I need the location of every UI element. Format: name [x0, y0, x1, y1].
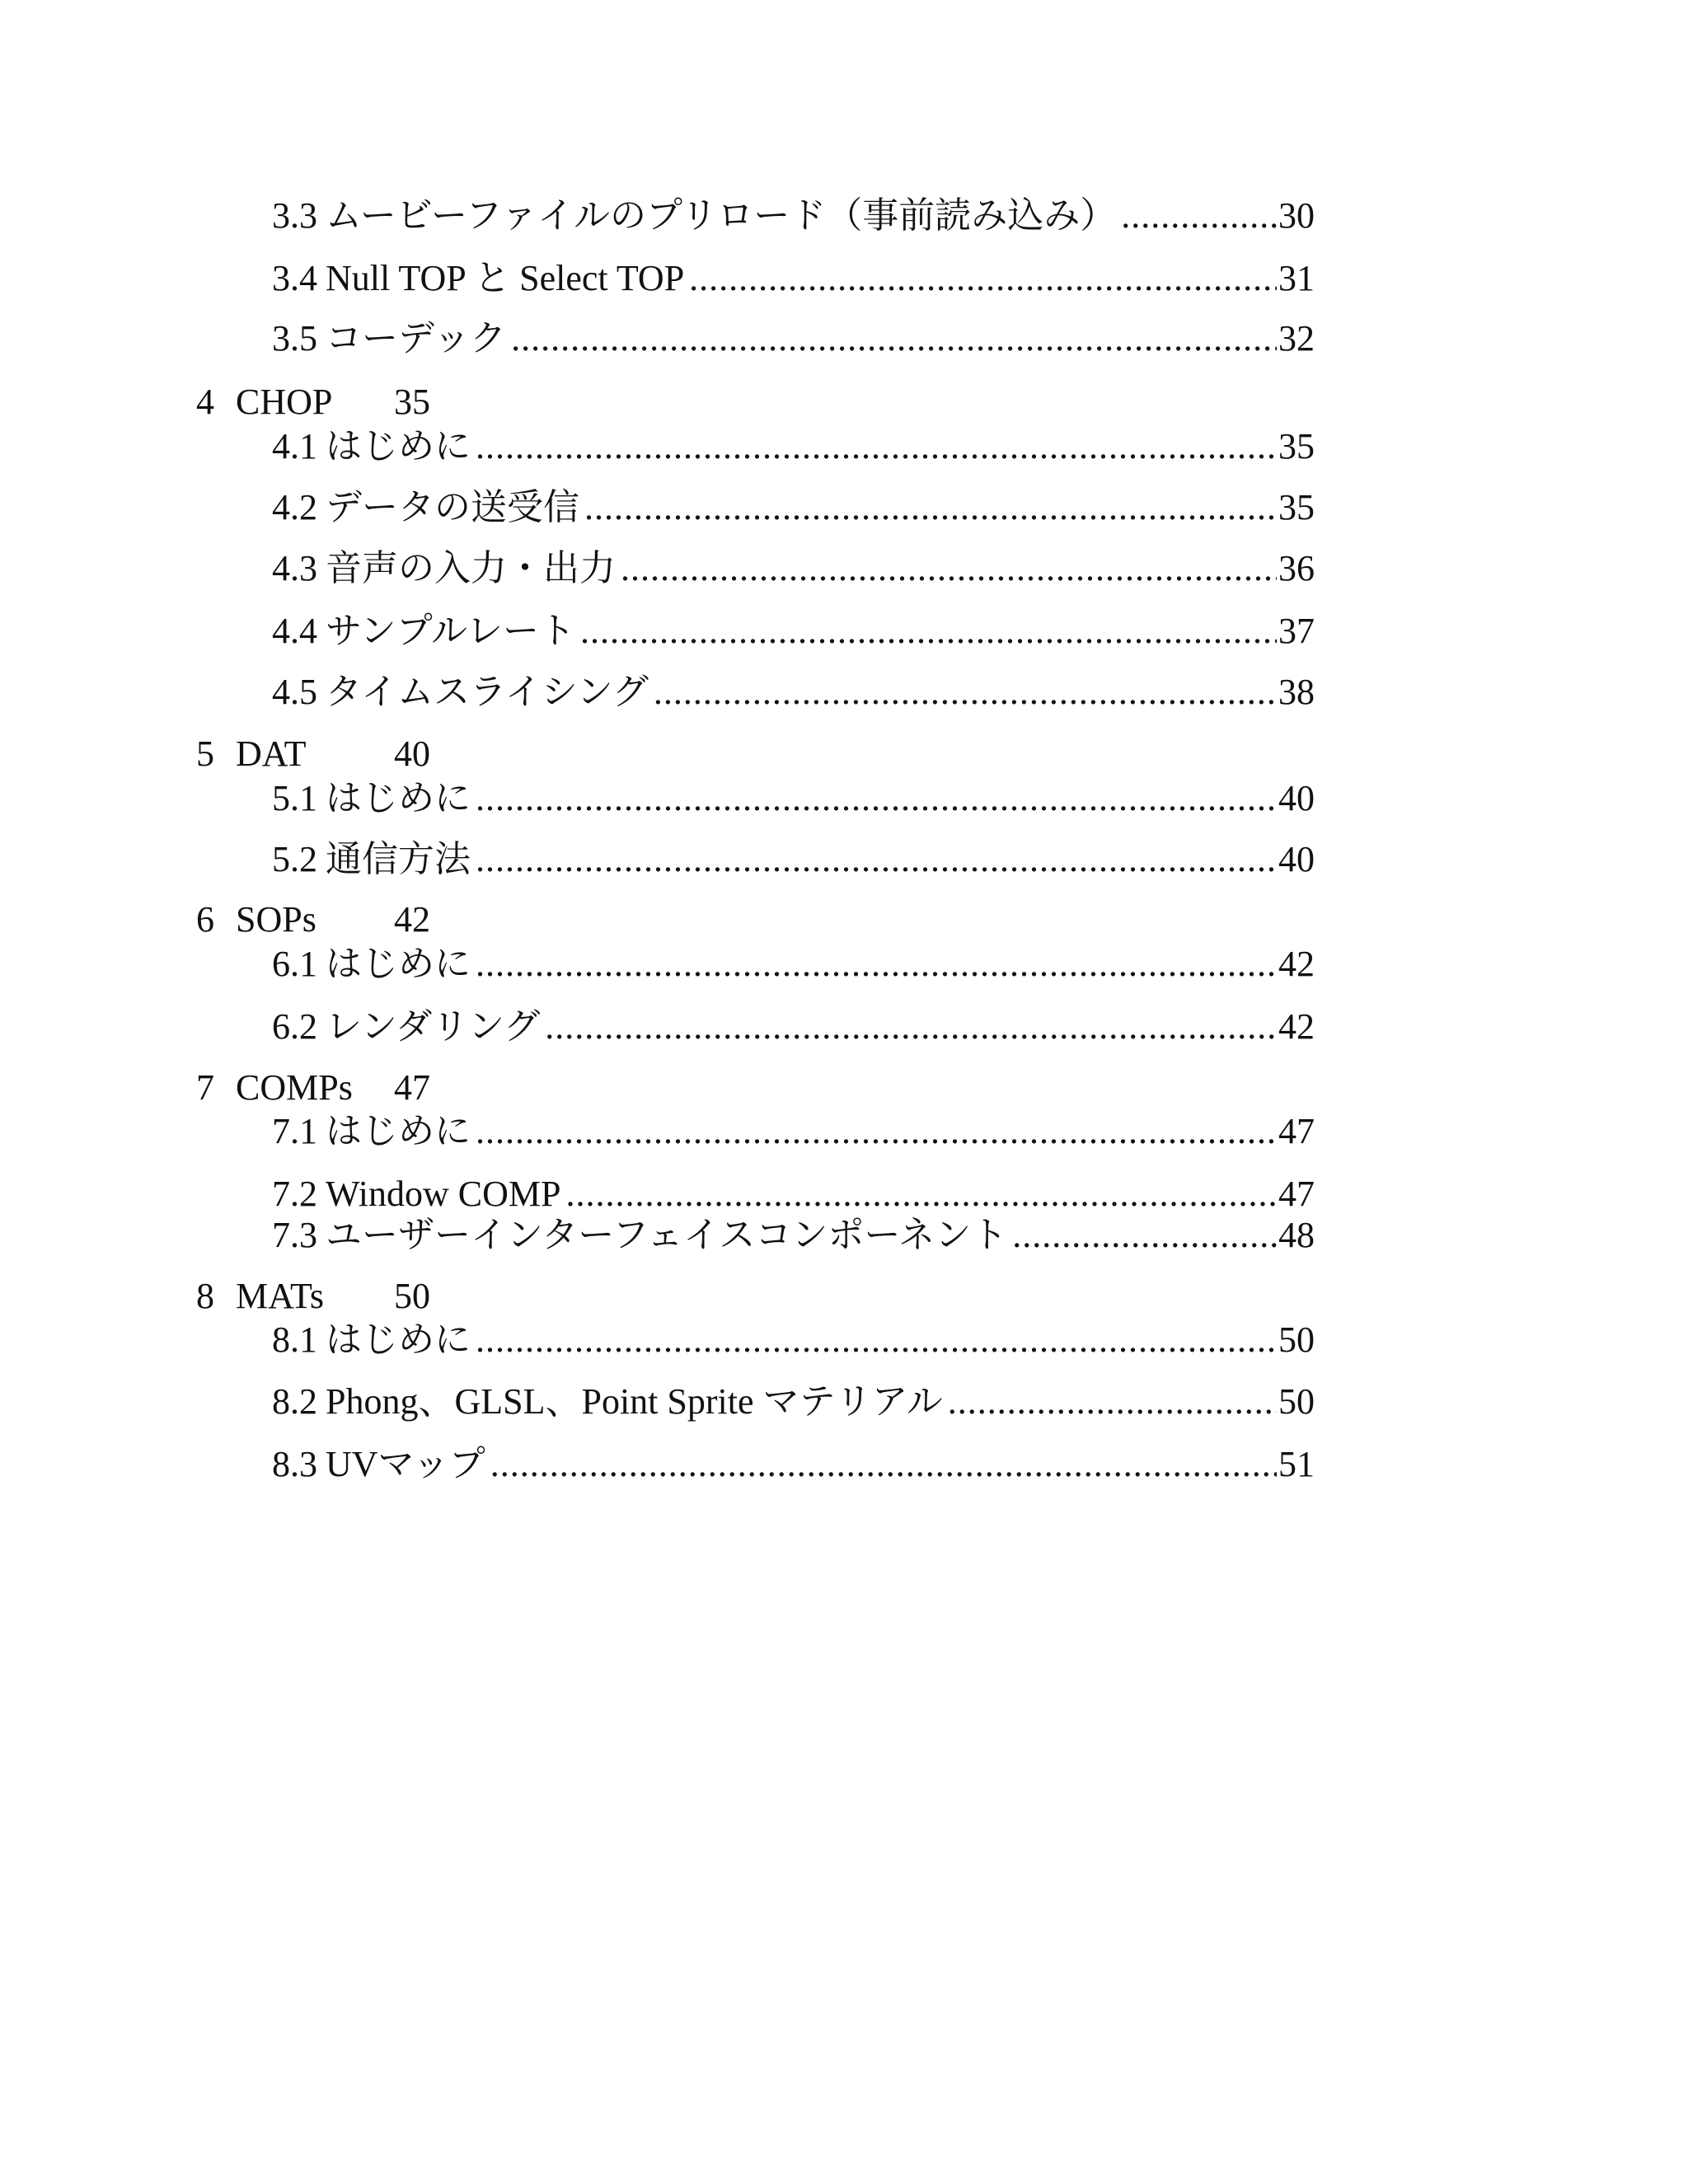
toc-entry-page: 47 — [1278, 1174, 1315, 1214]
toc-entry-number: 3.4 — [272, 258, 317, 298]
toc-entry-4-5[interactable] — [272, 669, 1315, 715]
toc-entry-title: 通信方法 — [326, 839, 471, 879]
toc-entry-number: 5.1 — [272, 778, 317, 818]
chapter-title: MATs — [236, 1276, 324, 1316]
toc-entry-8-3[interactable] — [272, 1441, 1315, 1488]
toc-entry-title: 音声の入力・出力 — [326, 548, 616, 588]
toc-entry-number: 4.2 — [272, 487, 317, 527]
toc-entry-page: 42 — [1278, 1006, 1315, 1047]
dot-leader — [476, 837, 1277, 883]
toc-entry-title: はじめに — [326, 778, 471, 818]
toc-entry-page: 35 — [1278, 487, 1315, 527]
toc-entry-7-2[interactable] — [272, 1171, 1315, 1217]
toc-entry-4-4[interactable] — [272, 608, 1315, 654]
toc-entry-page: 36 — [1278, 548, 1315, 588]
chapter-number: 6 — [196, 899, 214, 940]
toc-entry-title: Phong、GLSL、Point Sprite マテリアル — [326, 1381, 943, 1422]
toc-entry-8-2[interactable] — [272, 1379, 1315, 1425]
toc-entry-page: 51 — [1278, 1444, 1315, 1484]
toc-entry-page: 42 — [1278, 944, 1315, 984]
dot-leader — [476, 424, 1277, 470]
dot-leader — [948, 1379, 1277, 1425]
toc-entry-number: 6.1 — [272, 944, 317, 984]
chapter-number: 5 — [196, 733, 214, 774]
toc-entry-page: 35 — [1278, 426, 1315, 466]
toc-entry-page: 40 — [1278, 839, 1315, 879]
dot-leader — [476, 1317, 1277, 1363]
toc-entry-title: はじめに — [326, 426, 471, 466]
toc-entry-4-1[interactable] — [272, 424, 1315, 470]
toc-entry-page: 47 — [1278, 1111, 1315, 1151]
toc-entry-title: はじめに — [326, 1111, 471, 1151]
chapter-number: 4 — [196, 382, 214, 422]
toc-entry-3-5[interactable] — [272, 316, 1315, 362]
dot-leader — [1121, 193, 1277, 239]
toc-entry-title: ユーザーインターフェイスコンポーネント — [326, 1215, 1008, 1255]
toc-entry-title: UVマップ — [326, 1444, 485, 1484]
chapter-page: 42 — [394, 899, 430, 940]
toc-entry-7-1[interactable] — [272, 1108, 1315, 1155]
dot-leader — [1012, 1212, 1277, 1258]
toc-entry-number: 8.2 — [272, 1381, 317, 1422]
toc-entry-page: 50 — [1278, 1381, 1315, 1422]
toc-entry-number: 4.1 — [272, 426, 317, 466]
dot-leader — [580, 608, 1277, 654]
chapter-title: CHOP — [236, 382, 333, 422]
dot-leader — [476, 776, 1277, 822]
chapter-title: DAT — [236, 733, 307, 774]
toc-entry-number: 7.3 — [272, 1215, 317, 1255]
toc-entry-4-2[interactable] — [272, 485, 1315, 531]
toc-entry-number: 4.3 — [272, 548, 317, 588]
toc-entry-title: はじめに — [326, 944, 471, 984]
toc-entry-number: 8.3 — [272, 1444, 317, 1484]
toc-entry-title: ムービーファイルのプリロード（事前読み込み） — [326, 195, 1117, 236]
toc-entry-number: 7.2 — [272, 1174, 317, 1214]
toc-entry-title: コーデック — [326, 318, 507, 359]
chapter-page: 40 — [394, 733, 430, 774]
toc-entry-title: タイムスライシング — [326, 672, 649, 712]
toc-entry-4-3[interactable] — [272, 546, 1315, 592]
toc-entry-3-3[interactable] — [272, 193, 1315, 239]
toc-entry-page: 31 — [1278, 258, 1315, 298]
toc-entry-number: 3.5 — [272, 318, 317, 359]
toc-entry-number: 3.3 — [272, 195, 317, 236]
chapter-page: 35 — [394, 382, 430, 422]
toc-entry-3-4[interactable] — [272, 255, 1315, 302]
toc-entry-8-1[interactable] — [272, 1317, 1315, 1363]
toc-entry-page: 30 — [1278, 195, 1315, 236]
dot-leader — [476, 941, 1277, 987]
toc-entry-7-3[interactable] — [272, 1212, 1315, 1258]
dot-leader — [621, 546, 1277, 592]
toc-entry-title: はじめに — [326, 1319, 471, 1360]
toc-entry-title: Window COMP — [326, 1174, 561, 1214]
toc-entry-number: 7.1 — [272, 1111, 317, 1151]
toc-entry-title: サンプルレート — [326, 611, 575, 651]
dot-leader — [565, 1171, 1277, 1217]
toc-entry-number: 5.2 — [272, 839, 317, 879]
toc-entry-title: Null TOP と Select TOP — [326, 258, 685, 298]
dot-leader — [584, 485, 1277, 531]
toc-entry-page: 32 — [1278, 318, 1315, 359]
toc-entry-6-1[interactable] — [272, 941, 1315, 987]
toc-entry-5-1[interactable] — [272, 776, 1315, 822]
toc-entry-page: 37 — [1278, 611, 1315, 651]
toc-entry-number: 6.2 — [272, 1006, 317, 1047]
chapter-number: 7 — [196, 1067, 214, 1108]
toc-entry-5-2[interactable] — [272, 837, 1315, 883]
toc-entry-number: 8.1 — [272, 1319, 317, 1360]
toc-entry-page: 48 — [1278, 1215, 1315, 1255]
chapter-number: 8 — [196, 1276, 214, 1316]
dot-leader — [545, 1004, 1277, 1050]
chapter-page: 47 — [394, 1067, 430, 1108]
chapter-title: COMPs — [236, 1067, 353, 1108]
toc-entry-6-2[interactable] — [272, 1004, 1315, 1050]
dot-leader — [490, 1441, 1277, 1488]
dot-leader — [654, 669, 1277, 715]
toc-entry-page: 40 — [1278, 778, 1315, 818]
toc-entry-title: データの送受信 — [326, 487, 579, 527]
toc-entry-number: 4.5 — [272, 672, 317, 712]
chapter-page: 50 — [394, 1276, 430, 1316]
toc-entry-page: 50 — [1278, 1319, 1315, 1360]
dot-leader — [689, 255, 1277, 302]
toc-entry-page: 38 — [1278, 672, 1315, 712]
toc-entry-title: レンダリング — [326, 1006, 541, 1047]
chapter-title: SOPs — [236, 899, 316, 940]
toc-entry-number: 4.4 — [272, 611, 317, 651]
dot-leader — [511, 316, 1277, 362]
dot-leader — [476, 1108, 1277, 1155]
